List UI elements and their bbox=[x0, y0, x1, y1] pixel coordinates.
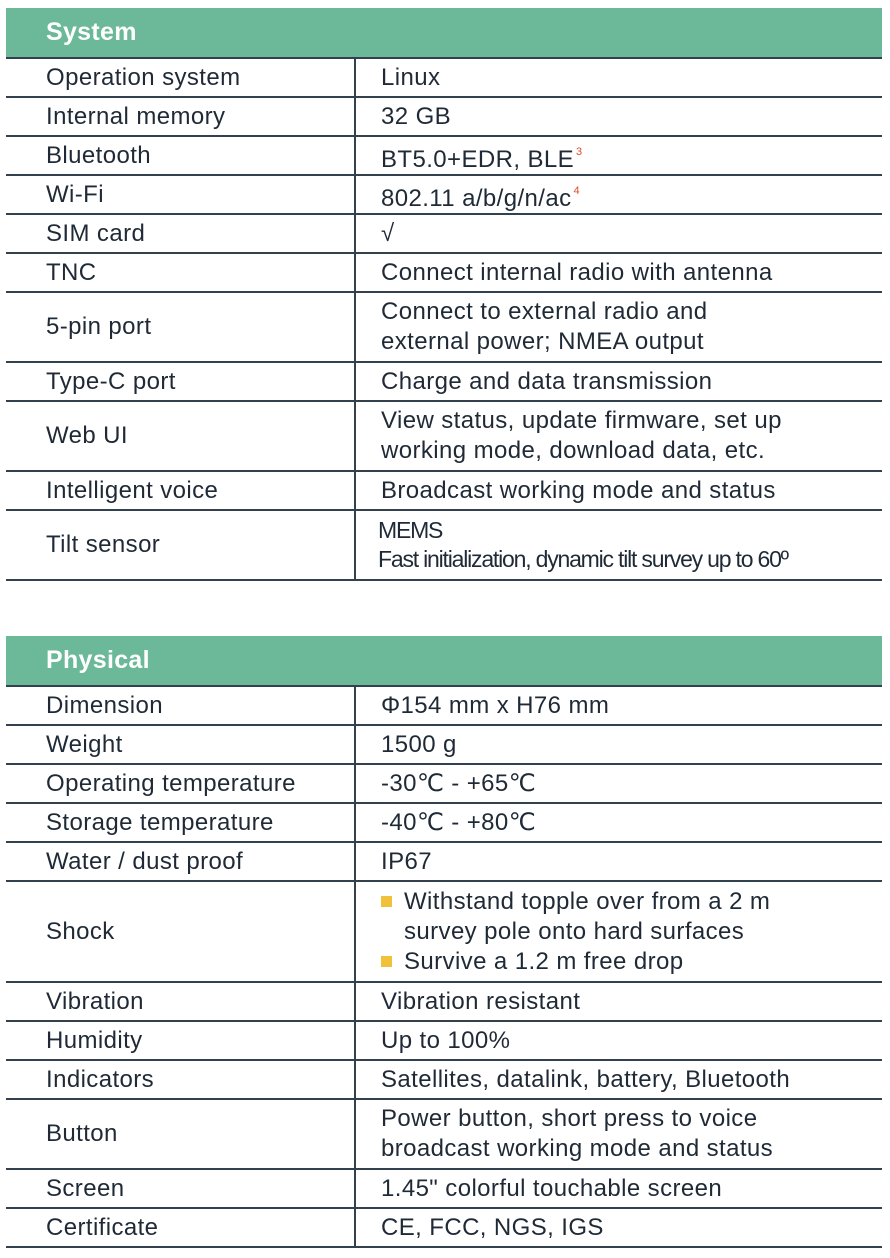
table-row bbox=[6, 687, 882, 726]
footnote-marker: 4 bbox=[573, 184, 581, 197]
table-row bbox=[6, 804, 882, 843]
spec-value bbox=[356, 363, 882, 400]
value-text bbox=[381, 476, 882, 506]
value-main: CE, FCC, NGS, IGS bbox=[381, 1213, 604, 1241]
value-main: √ bbox=[381, 219, 395, 247]
table-row bbox=[6, 1061, 882, 1100]
value-text bbox=[381, 730, 882, 760]
spec-label: Type-C port bbox=[6, 363, 356, 400]
spec-table bbox=[6, 59, 882, 581]
table-row bbox=[6, 98, 882, 137]
table-row bbox=[6, 472, 882, 511]
spec-value bbox=[356, 1209, 882, 1246]
value-text bbox=[381, 1026, 882, 1056]
bullet-text: Withstand topple over from a 2 m bbox=[404, 887, 771, 915]
spec-value bbox=[356, 254, 882, 291]
value-text bbox=[381, 847, 882, 877]
value-line: Connect to external radio and bbox=[381, 298, 708, 325]
value-line: Power button, short press to voice bbox=[381, 1105, 758, 1132]
table-row bbox=[6, 176, 882, 215]
value-main: Vibration resistant bbox=[381, 987, 581, 1015]
value-main: Φ154 mm x H76 mm bbox=[381, 691, 610, 719]
table-row bbox=[6, 254, 882, 293]
spec-label: Bluetooth bbox=[6, 137, 356, 174]
value-line: broadcast working mode and status bbox=[381, 1135, 774, 1162]
spec-label: Wi-Fi bbox=[6, 176, 356, 213]
value-main: Connect internal radio with antenna bbox=[381, 258, 773, 286]
value-text bbox=[381, 219, 882, 249]
value-text bbox=[381, 769, 882, 799]
value-main: 1.45" colorful touchable screen bbox=[381, 1174, 723, 1202]
table-row bbox=[6, 215, 882, 254]
section-title: Physical bbox=[46, 646, 150, 674]
spec-value bbox=[356, 511, 882, 579]
spec-label: Operation system bbox=[6, 59, 356, 96]
value-main: BT5.0+EDR, BLE bbox=[381, 145, 575, 173]
physical-section bbox=[6, 636, 882, 1248]
value-text bbox=[381, 987, 882, 1017]
spec-label: Screen bbox=[6, 1170, 356, 1207]
value-main: Satellites, datalink, battery, Bluetooth bbox=[381, 1065, 791, 1093]
table-row bbox=[6, 137, 882, 176]
spec-label: TNC bbox=[6, 254, 356, 291]
table-row bbox=[6, 1022, 882, 1061]
value-main: 1500 g bbox=[381, 730, 457, 758]
spec-value bbox=[356, 472, 882, 509]
value-line: View status, update firmware, set up bbox=[381, 407, 782, 434]
section-header bbox=[6, 8, 882, 59]
system-section bbox=[6, 8, 882, 581]
table-row bbox=[6, 1100, 882, 1170]
table-row bbox=[6, 765, 882, 804]
spec-label: Internal memory bbox=[6, 98, 356, 135]
spec-label: Certificate bbox=[6, 1209, 356, 1246]
value-main: Charge and data transmission bbox=[381, 367, 713, 395]
bullet-icon bbox=[381, 896, 392, 907]
spec-value bbox=[356, 98, 882, 135]
spec-value bbox=[356, 687, 882, 724]
value-main: -40℃ - +80℃ bbox=[381, 808, 537, 836]
spec-value bbox=[356, 402, 882, 470]
spec-label: Intelligent voice bbox=[6, 472, 356, 509]
spec-label: Tilt sensor bbox=[6, 511, 356, 579]
table-row bbox=[6, 983, 882, 1022]
value-text bbox=[381, 63, 882, 93]
table-row bbox=[6, 293, 882, 363]
spec-label: Web UI bbox=[6, 402, 356, 470]
spec-value bbox=[356, 59, 882, 96]
table-row bbox=[6, 726, 882, 765]
bullet-item bbox=[381, 917, 882, 947]
spec-label: Weight bbox=[6, 726, 356, 763]
value-text bbox=[381, 137, 882, 175]
value-text bbox=[381, 176, 882, 214]
value-main: Up to 100% bbox=[381, 1026, 511, 1054]
table-row bbox=[6, 363, 882, 402]
spec-value bbox=[356, 804, 882, 841]
spec-label: Humidity bbox=[6, 1022, 356, 1059]
spec-label: Dimension bbox=[6, 687, 356, 724]
spec-label: Indicators bbox=[6, 1061, 356, 1098]
spec-value bbox=[356, 726, 882, 763]
table-row bbox=[6, 843, 882, 882]
table-row bbox=[6, 511, 882, 581]
bullet-text: survey pole onto hard surfaces bbox=[404, 917, 745, 945]
value-line: Fast initialization, dynamic tilt survey up to 60º bbox=[378, 546, 788, 572]
value-line: external power; NMEA output bbox=[381, 328, 704, 355]
value-main: 802.11 a/b/g/n/ac bbox=[381, 184, 572, 212]
table-row bbox=[6, 59, 882, 98]
spec-value bbox=[356, 1170, 882, 1207]
table-row bbox=[6, 402, 882, 472]
value-text bbox=[381, 258, 882, 288]
spec-value bbox=[356, 765, 882, 802]
footnote-marker: 3 bbox=[576, 145, 583, 158]
spec-label: Storage temperature bbox=[6, 804, 356, 841]
value-text bbox=[381, 691, 882, 721]
spec-value bbox=[356, 1100, 882, 1168]
spec-label: SIM card bbox=[6, 215, 356, 252]
value-main: 32 GB bbox=[381, 102, 452, 130]
section-header bbox=[6, 636, 882, 687]
spec-value bbox=[356, 843, 882, 880]
spec-table bbox=[6, 687, 882, 1248]
value-text bbox=[381, 1174, 882, 1204]
spec-value bbox=[356, 137, 882, 174]
value-text bbox=[381, 808, 882, 838]
spec-value bbox=[356, 176, 882, 213]
spec-label: Shock bbox=[6, 882, 356, 981]
table-row bbox=[6, 1170, 882, 1209]
value-main: IP67 bbox=[381, 847, 432, 875]
spec-value bbox=[356, 215, 882, 252]
bullet-icon bbox=[381, 956, 392, 967]
bullet-item bbox=[381, 947, 882, 977]
spec-label: 5-pin port bbox=[6, 293, 356, 361]
table-row bbox=[6, 882, 882, 983]
bullet-item bbox=[381, 887, 882, 917]
spec-value bbox=[356, 983, 882, 1020]
value-text bbox=[381, 1065, 882, 1095]
value-main: Linux bbox=[381, 63, 441, 91]
value-text bbox=[381, 1213, 882, 1243]
value-main: Broadcast working mode and status bbox=[381, 476, 776, 504]
value-main: -30℃ - +65℃ bbox=[381, 769, 537, 797]
value-line: working mode, download data, etc. bbox=[381, 437, 766, 464]
value-text bbox=[381, 102, 882, 132]
spec-value bbox=[356, 882, 882, 981]
bullet-text: Survive a 1.2 m free drop bbox=[404, 947, 684, 975]
value-line: MEMS bbox=[378, 517, 443, 543]
spec-label: Button bbox=[6, 1100, 356, 1168]
section-title: System bbox=[46, 18, 137, 46]
spec-value bbox=[356, 1061, 882, 1098]
spec-value bbox=[356, 1022, 882, 1059]
spec-label: Water / dust proof bbox=[6, 843, 356, 880]
table-row bbox=[6, 1209, 882, 1248]
spec-value bbox=[356, 293, 882, 361]
spec-label: Vibration bbox=[6, 983, 356, 1020]
value-text bbox=[381, 367, 882, 397]
spec-label: Operating temperature bbox=[6, 765, 356, 802]
